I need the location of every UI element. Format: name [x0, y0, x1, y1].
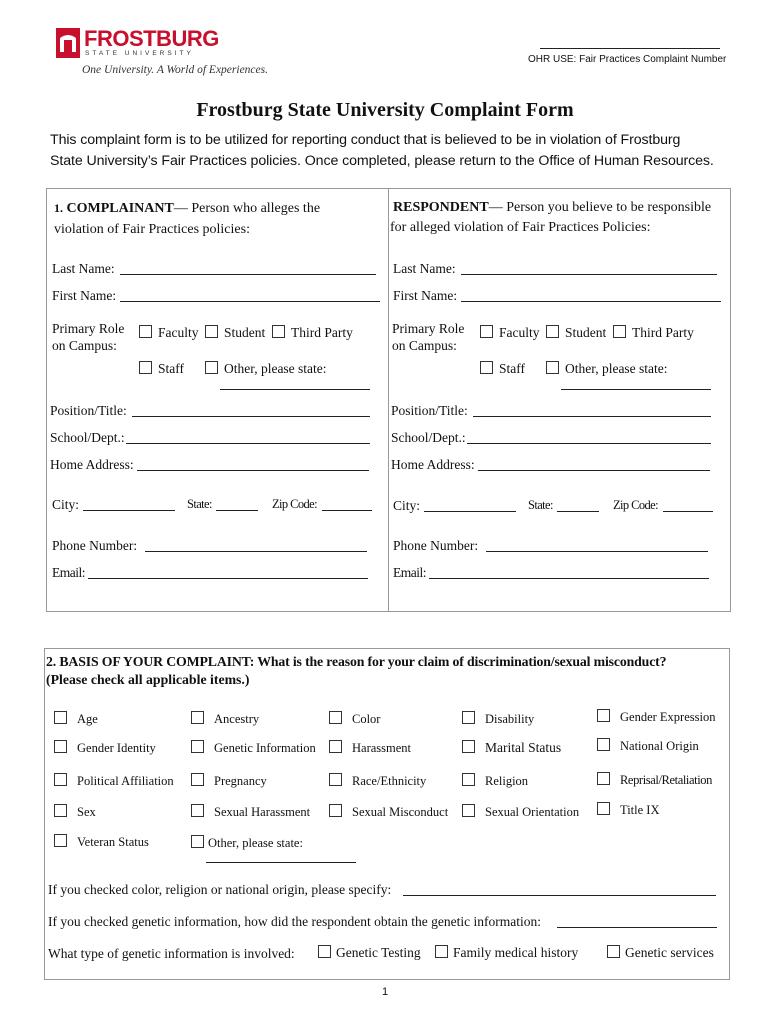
checkbox-icon[interactable] — [191, 804, 204, 817]
c-role-staff[interactable]: Staff — [139, 361, 184, 377]
page-title: Frostburg State University Complaint Form — [196, 99, 574, 121]
checkbox-icon[interactable] — [480, 325, 493, 338]
checkbox-icon[interactable] — [205, 361, 218, 374]
basis-title-ix[interactable]: Title IX — [597, 802, 659, 818]
basis-heading: 2. BASIS OF YOUR COMPLAINT: What is the reason for your claim of discrimination/sexual misconduct? — [46, 654, 667, 669]
checkbox-icon[interactable] — [54, 711, 67, 724]
checkbox-icon[interactable] — [329, 804, 342, 817]
c-home-address-field[interactable] — [137, 470, 369, 471]
r-school-field[interactable] — [467, 443, 711, 444]
checkbox-icon[interactable] — [191, 740, 204, 753]
checkbox-icon[interactable] — [191, 711, 204, 724]
complainant-desc: violation of Fair Practices policies: — [54, 222, 250, 237]
r-primary-role-label: Primary Role — [392, 321, 465, 336]
c-email-label: Email: — [52, 565, 85, 580]
basis-religion[interactable]: Religion — [462, 773, 528, 789]
basis-pregnancy[interactable]: Pregnancy — [191, 773, 267, 789]
logo-emblem-icon — [56, 28, 80, 58]
r-home-address-field[interactable] — [478, 470, 710, 471]
r-phone-field[interactable] — [486, 551, 708, 552]
checkbox-icon[interactable] — [272, 325, 285, 338]
r-zip-field[interactable] — [663, 511, 713, 512]
parties-divider — [388, 188, 389, 611]
basis-marital-status[interactable]: Marital Status — [462, 740, 561, 756]
checkbox-icon[interactable] — [54, 740, 67, 753]
checkbox-icon[interactable] — [329, 711, 342, 724]
family-history-option[interactable]: Family medical history — [435, 945, 578, 961]
basis-sexual-harassment[interactable]: Sexual Harassment — [191, 804, 310, 820]
r-home-address-label: Home Address: — [391, 457, 475, 472]
checkbox-icon[interactable] — [139, 325, 152, 338]
genetic-obtain-field[interactable] — [557, 927, 717, 928]
genetic-services-option[interactable]: Genetic services — [607, 945, 714, 961]
r-last-name-label: Last Name: — [393, 261, 456, 276]
checkbox-icon[interactable] — [54, 804, 67, 817]
checkbox-icon[interactable] — [597, 802, 610, 815]
r-email-field[interactable] — [429, 578, 709, 579]
genetic-testing-option[interactable]: Genetic Testing — [318, 945, 421, 961]
c-position-field[interactable] — [132, 416, 370, 417]
checkbox-icon[interactable] — [462, 711, 475, 724]
basis-sex[interactable]: Sex — [54, 804, 96, 820]
basis-reprisal[interactable]: Reprisal/Retaliation — [597, 772, 712, 788]
r-first-name-label: First Name: — [393, 288, 458, 303]
page-number: 1 — [381, 986, 389, 998]
r-phone-label: Phone Number: — [393, 538, 479, 553]
r-school-label: School/Dept.: — [391, 430, 466, 445]
complainant-heading: 1. COMPLAINANT— Person who alleges the — [54, 201, 321, 216]
basis-ancestry[interactable]: Ancestry — [191, 711, 259, 727]
specify-origin-field[interactable] — [403, 895, 716, 896]
basis-harassment[interactable]: Harassment — [329, 740, 411, 756]
c-zip-label: Zip Code: — [272, 497, 317, 511]
r-primary-role-label-2: on Campus: — [392, 338, 457, 353]
r-role-faculty[interactable]: Faculty — [480, 325, 540, 341]
intro-line-1: This complaint form is to be utilized for reporting conduct that is believed to be in violation of Frostburg — [50, 132, 681, 148]
basis-sexual-misconduct[interactable]: Sexual Misconduct — [329, 804, 448, 820]
c-position-label: Position/Title: — [50, 403, 127, 418]
checkbox-icon[interactable] — [329, 773, 342, 786]
c-state-field[interactable] — [216, 510, 258, 511]
checkbox-icon[interactable] — [480, 361, 493, 374]
c-school-label: School/Dept.: — [50, 430, 125, 445]
r-city-label: City: — [393, 498, 421, 513]
r-state-label: State: — [528, 498, 553, 512]
basis-color[interactable]: Color — [329, 711, 380, 727]
logo-subtitle: STATE UNIVERSITY — [85, 50, 194, 57]
c-primary-role-label: Primary Role — [52, 321, 125, 336]
checkbox-icon[interactable] — [191, 835, 204, 848]
ohr-number-line[interactable] — [540, 48, 720, 49]
basis-national-origin[interactable]: National Origin — [597, 738, 699, 754]
respondent-desc: for alleged violation of Fair Practices Policies: — [390, 220, 651, 235]
basis-gender-identity[interactable]: Gender Identity — [54, 740, 156, 756]
checkbox-icon[interactable] — [546, 361, 559, 374]
r-role-staff[interactable]: Staff — [480, 361, 525, 377]
specify-origin-label: If you checked color, religion or national origin, please specify: — [48, 882, 392, 897]
c-phone-field[interactable] — [145, 551, 367, 552]
c-city-field[interactable] — [83, 510, 175, 511]
c-city-label: City: — [52, 497, 80, 512]
c-first-name-label: First Name: — [52, 288, 117, 303]
c-role-other[interactable]: Other, please state: — [205, 361, 327, 377]
respondent-heading: RESPONDENT— Person you believe to be responsible — [393, 200, 712, 215]
checkbox-icon[interactable] — [462, 804, 475, 817]
checkbox-icon[interactable] — [329, 740, 342, 753]
checkbox-icon[interactable] — [139, 361, 152, 374]
checkbox-icon[interactable] — [435, 945, 448, 958]
checkbox-icon[interactable] — [607, 945, 620, 958]
c-phone-label: Phone Number: — [52, 538, 138, 553]
checkbox-icon[interactable] — [597, 738, 610, 751]
checkbox-icon[interactable] — [54, 834, 67, 847]
basis-age[interactable]: Age — [54, 711, 98, 727]
c-last-name-field[interactable] — [120, 274, 376, 275]
r-email-label: Email: — [393, 565, 426, 580]
c-state-label: State: — [187, 497, 212, 511]
checkbox-icon[interactable] — [318, 945, 331, 958]
checkbox-icon[interactable] — [191, 773, 204, 786]
ohr-label: OHR USE: Fair Practices Complaint Number — [528, 54, 727, 65]
basis-race-ethnicity[interactable]: Race/Ethnicity — [329, 773, 426, 789]
r-position-field[interactable] — [473, 416, 711, 417]
r-city-field[interactable] — [424, 511, 516, 512]
checkbox-icon[interactable] — [546, 325, 559, 338]
r-state-field[interactable] — [557, 511, 599, 512]
basis-sexual-orientation[interactable]: Sexual Orientation — [462, 804, 579, 820]
c-last-name-label: Last Name: — [52, 261, 115, 276]
intro-line-2: State University’s Fair Practices policies. Once completed, please return to the Office of Human Resources. — [50, 153, 714, 169]
checkbox-icon[interactable] — [597, 709, 610, 722]
basis-genetic-information[interactable]: Genetic Information — [191, 740, 316, 756]
c-primary-role-label-2: on Campus: — [52, 338, 117, 353]
checkbox-icon[interactable] — [613, 325, 626, 338]
r-role-other-field[interactable] — [561, 389, 711, 390]
checkbox-icon[interactable] — [205, 325, 218, 338]
r-position-label: Position/Title: — [391, 403, 468, 418]
university-logo — [56, 26, 268, 83]
c-email-field[interactable] — [88, 578, 368, 579]
checkbox-icon[interactable] — [54, 773, 67, 786]
c-home-address-label: Home Address: — [50, 457, 134, 472]
tagline: One University. A World of Experiences. — [82, 64, 268, 76]
basis-other[interactable]: Other, please state: — [191, 835, 303, 851]
c-role-faculty[interactable]: Faculty — [139, 325, 199, 341]
c-role-student[interactable]: Student — [205, 325, 265, 341]
c-first-name-field[interactable] — [120, 301, 380, 302]
genetic-type-label: What type of genetic information is involved: — [48, 946, 295, 961]
r-role-student[interactable]: Student — [546, 325, 606, 341]
checkbox-icon[interactable] — [462, 773, 475, 786]
logo-name: FROSTBURG — [84, 26, 219, 51]
r-role-third-party[interactable]: Third Party — [613, 325, 694, 341]
c-role-third-party[interactable]: Third Party — [272, 325, 353, 341]
basis-veteran-status[interactable]: Veteran Status — [54, 834, 149, 850]
checkbox-icon[interactable] — [462, 740, 475, 753]
r-first-name-field[interactable] — [461, 301, 721, 302]
basis-other-field[interactable] — [206, 862, 356, 863]
c-school-field[interactable] — [126, 443, 370, 444]
r-zip-label: Zip Code: — [613, 498, 658, 512]
r-last-name-field[interactable] — [461, 274, 717, 275]
basis-political-affiliation[interactable]: Political Affiliation — [54, 773, 174, 789]
basis-disability[interactable]: Disability — [462, 711, 534, 727]
c-role-other-field[interactable] — [220, 389, 370, 390]
r-role-other[interactable]: Other, please state: — [546, 361, 668, 377]
c-zip-field[interactable] — [322, 510, 372, 511]
checkbox-icon[interactable] — [597, 772, 610, 785]
genetic-obtain-label: If you checked genetic information, how did the respondent obtain the genetic information: — [48, 914, 541, 929]
basis-gender-expression[interactable]: Gender Expression — [597, 709, 715, 725]
basis-subheading: (Please check all applicable items.) — [46, 672, 250, 687]
